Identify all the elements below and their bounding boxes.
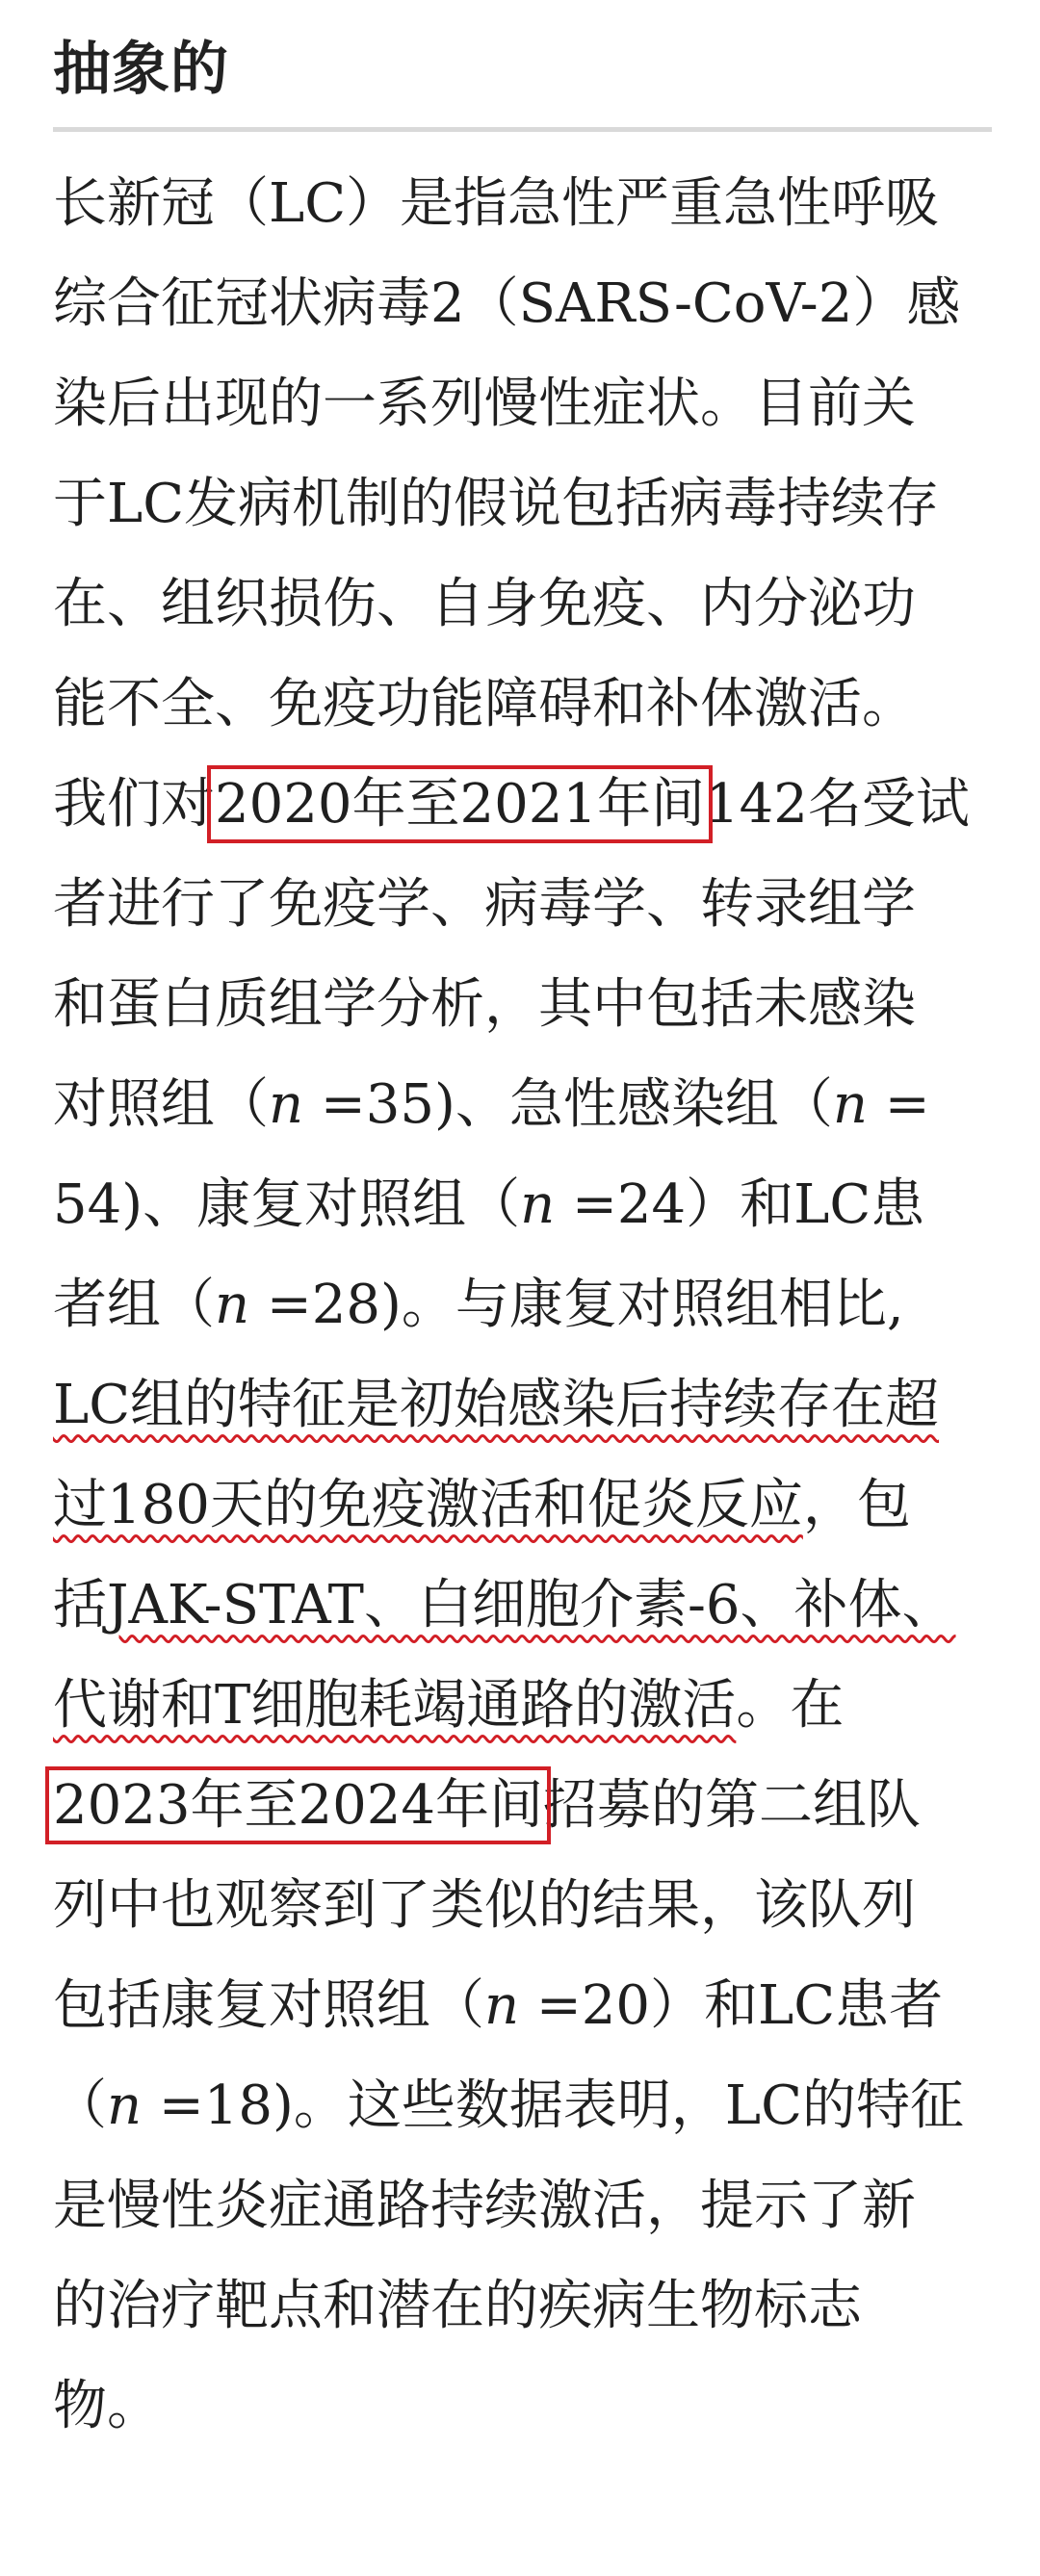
abstract-line bbox=[53, 1255, 1006, 1355]
abstract-line: 综合征冠状病毒2（SARS-CoV-2）感 bbox=[53, 272, 961, 335]
abstract-line bbox=[53, 2056, 1006, 2156]
abstract-line: 是慢性炎症通路持续激活，提示了新 bbox=[53, 2175, 916, 2237]
highlighted-date-range: 2023年至2024年间 bbox=[53, 1774, 544, 1837]
text-run: 对照组（ bbox=[53, 1073, 269, 1136]
text-run: 142名受试 bbox=[705, 773, 970, 836]
abstract-line bbox=[53, 1556, 1006, 1656]
text-run: （ bbox=[53, 2074, 107, 2137]
abstract-line: 的治疗靶点和潜在的疾病生物标志 bbox=[53, 2275, 862, 2337]
abstract-line bbox=[53, 1455, 1006, 1556]
heading-divider bbox=[53, 127, 992, 132]
sample-size-symbol: n bbox=[215, 1274, 250, 1336]
text-run: 括 bbox=[53, 1574, 107, 1636]
sample-size-symbol: n bbox=[484, 1974, 520, 2037]
abstract-line bbox=[53, 755, 1006, 855]
abstract-line bbox=[53, 1355, 1006, 1455]
text-run: =20）和LC患者 bbox=[519, 1974, 944, 2037]
abstract-line: 列中也观察到了类似的结果，该队列 bbox=[53, 1874, 916, 1937]
text-run: 。在 bbox=[736, 1674, 845, 1737]
abstract-line: 和蛋白质组学分析，其中包括未感染 bbox=[53, 973, 916, 1036]
underlined-finding: 过180天的免疫激活和促炎反应 bbox=[53, 1474, 803, 1536]
text-run: 我们对 bbox=[53, 773, 215, 836]
text-run: = bbox=[867, 1073, 930, 1136]
text-run: =35)、急性感染组（ bbox=[303, 1073, 833, 1136]
abstract-line bbox=[53, 1956, 1006, 2056]
text-run: 者组（ bbox=[53, 1274, 215, 1336]
section-heading: 抽象的 bbox=[53, 36, 229, 103]
abstract-line bbox=[53, 1055, 1006, 1155]
sample-size-symbol: n bbox=[269, 1073, 304, 1136]
abstract-line bbox=[53, 1656, 1006, 1756]
highlighted-date-range: 2020年至2021年间 bbox=[215, 773, 706, 836]
abstract-line: 物。 bbox=[53, 2375, 161, 2437]
abstract-line: 长新冠（LC）是指急性严重急性呼吸 bbox=[53, 172, 940, 235]
text-run: =18)。这些数据表明，LC的特征 bbox=[142, 2074, 964, 2137]
abstract-line: 能不全、免疫功能障碍和补体激活。 bbox=[53, 673, 916, 735]
abstract-line: 染后出现的一系列慢性症状。目前关 bbox=[53, 373, 916, 435]
underlined-finding: 代谢和T细胞耗竭通路的激活 bbox=[53, 1674, 737, 1737]
text-run: 招募的第二组队 bbox=[543, 1774, 922, 1837]
text-run: =24）和LC患 bbox=[555, 1173, 925, 1236]
underlined-finding: JAK-STAT、白细胞介素-6、补体、 bbox=[107, 1574, 956, 1636]
text-run: ，包 bbox=[802, 1474, 911, 1536]
abstract-line: 在、组织损伤、自身免疫、内分泌功 bbox=[53, 573, 916, 635]
text-run: 54)、康复对照组（ bbox=[53, 1173, 521, 1236]
text-run: =28)。与康复对照组相比, bbox=[249, 1274, 904, 1336]
abstract-line bbox=[53, 1155, 1006, 1255]
text-run: 包括康复对照组（ bbox=[53, 1974, 484, 2037]
sample-size-symbol: n bbox=[107, 2074, 143, 2137]
abstract-line: 于LC发病机制的假说包括病毒持续存 bbox=[53, 473, 940, 535]
sample-size-symbol: n bbox=[832, 1073, 868, 1136]
underlined-finding: LC组的特征是初始感染后持续存在超 bbox=[53, 1374, 940, 1436]
abstract-line bbox=[53, 1756, 1006, 1856]
abstract-line: 者进行了免疫学、病毒学、转录组学 bbox=[53, 873, 916, 936]
sample-size-symbol: n bbox=[520, 1173, 556, 1236]
